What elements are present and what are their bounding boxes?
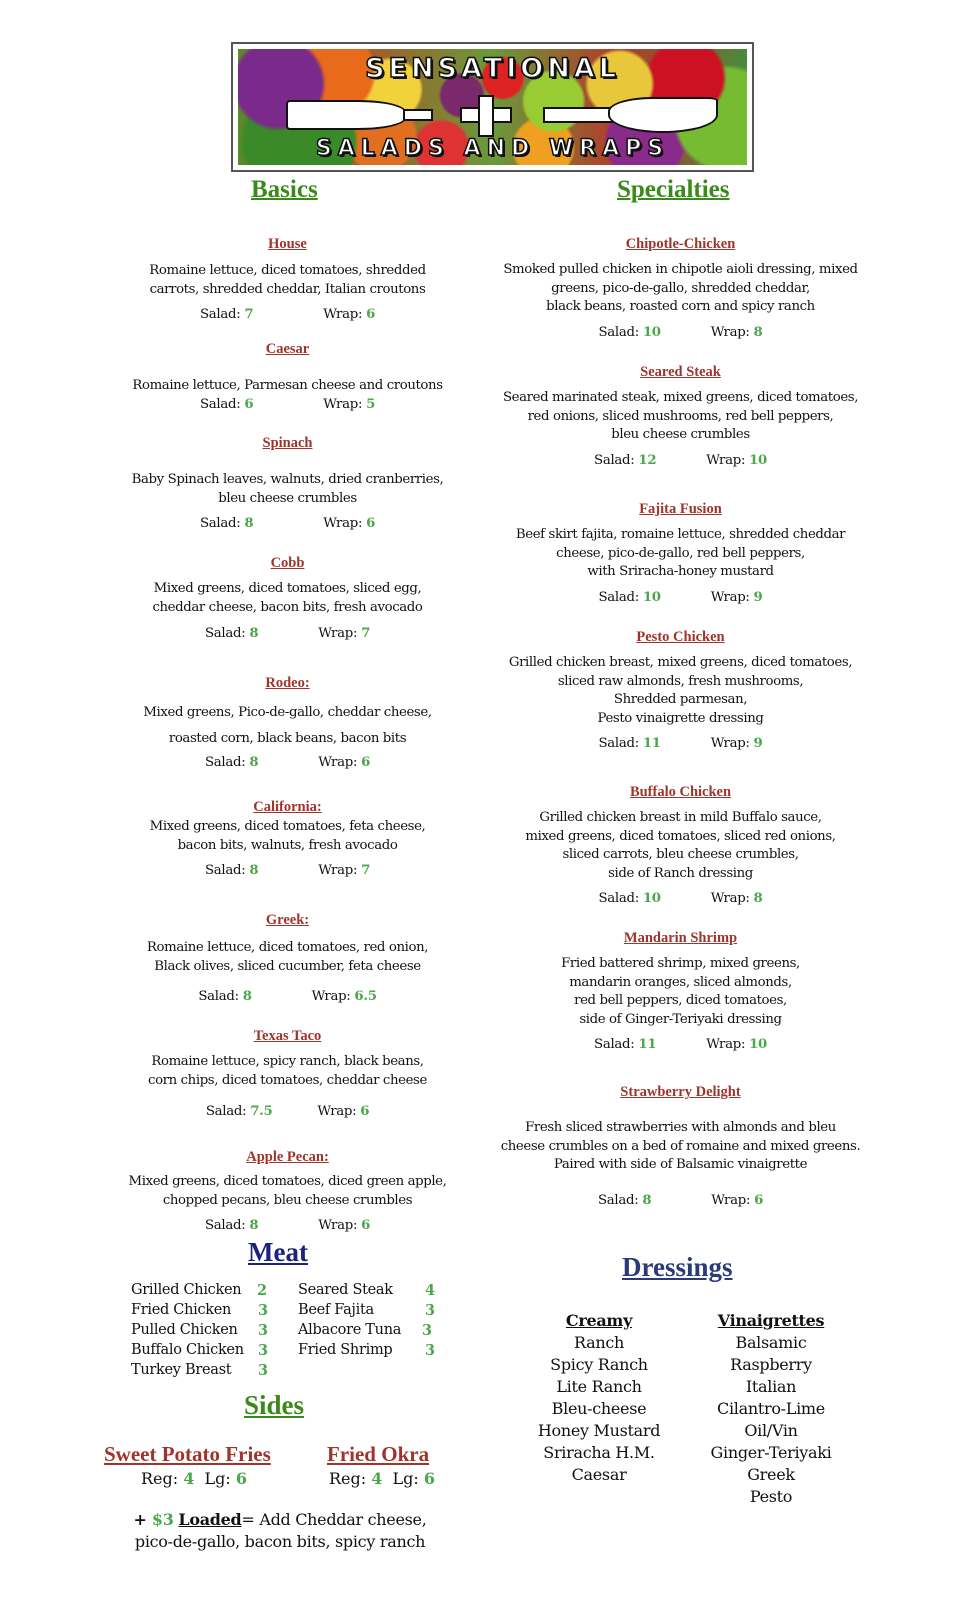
dressing-item: Ranch <box>573 1333 625 1352</box>
meat-item-price: 3 <box>258 1302 269 1319</box>
salad-price: 7 <box>244 307 254 322</box>
item-prices <box>100 755 475 770</box>
dressing-item: Honey Mustard <box>537 1421 661 1440</box>
wrap-price: 6 <box>366 516 376 531</box>
item-prices <box>488 891 873 906</box>
basics-item-greek <box>100 909 475 1004</box>
dressing-item: Raspberry <box>730 1355 812 1374</box>
wrap-price: 7 <box>361 863 371 878</box>
specialty-item-chipotle-chicken <box>488 233 873 340</box>
desc-line: Romaine lettuce, Parmesan cheese and croutons <box>132 378 443 393</box>
meat-item-price: 3 <box>422 1322 433 1339</box>
meat-item-price: 4 <box>425 1282 436 1299</box>
desc-line: Black olives, sliced cucumber, feta cheese <box>154 958 421 974</box>
sides-heading: Sides <box>244 1390 305 1420</box>
specialty-item-fajita-fusion <box>488 498 873 605</box>
item-prices <box>100 863 475 878</box>
item-prices <box>100 989 475 1004</box>
basics-item-caesar <box>100 338 475 412</box>
dressing-item: Oil/Vin <box>744 1421 798 1440</box>
lg-price: 6 <box>423 1469 436 1488</box>
lg-price: 6 <box>235 1469 248 1488</box>
meat-item-price: 3 <box>258 1362 269 1379</box>
lg-label: Lg: <box>204 1469 236 1488</box>
dressing-item: Caesar <box>571 1465 627 1484</box>
dressing-item: Cilantro-Lime <box>717 1399 825 1418</box>
salad-price: 12 <box>638 452 657 468</box>
side-item-name: Fried Okra <box>327 1442 430 1466</box>
salad-label: Salad: <box>204 626 250 641</box>
wrap-label: Wrap: <box>317 1104 361 1119</box>
salad-label: Salad: <box>204 863 250 878</box>
wrap-label: Wrap: <box>323 307 367 322</box>
side-item-name: Sweet Potato Fries <box>104 1442 271 1466</box>
desc-line: sliced raw almonds, fresh mushrooms, <box>557 673 804 689</box>
desc-line: Mixed greens, diced tomatoes, sliced egg, <box>153 581 422 596</box>
basics-column <box>100 0 475 1600</box>
wrap-price: 6 <box>361 755 371 770</box>
wrap-price: 8 <box>753 891 763 906</box>
vinaigrettes-heading: Vinaigrettes <box>717 1311 825 1330</box>
banner-subtitle: SALADS AND WRAPS <box>315 136 670 161</box>
desc-line: carrots, shredded cheddar, Italian croutons <box>149 281 426 297</box>
meat-item-price: 3 <box>425 1342 436 1359</box>
salad-label: Salad: <box>204 1218 250 1233</box>
creamy-heading: Creamy <box>565 1311 633 1330</box>
specialty-item-pesto-chicken <box>488 626 873 751</box>
item-description <box>100 580 475 617</box>
item-name: California: <box>253 799 322 815</box>
specialties-heading: Specialties <box>617 176 730 203</box>
desc-line: corn chips, diced tomatoes, cheddar cheese <box>148 1072 427 1088</box>
wrap-label: Wrap: <box>323 396 367 412</box>
desc-line: Mixed greens, diced tomatoes, feta cheese, <box>149 819 426 834</box>
wrap-price: 10 <box>749 1037 767 1052</box>
desc-line: with Sriracha-honey mustard <box>587 564 774 579</box>
specialty-item-buffalo-chicken <box>488 781 873 906</box>
salad-label: Salad: <box>598 891 643 906</box>
item-description <box>488 389 873 445</box>
item-name: House <box>268 236 307 252</box>
item-description <box>488 261 873 317</box>
plus-sign: + <box>133 1510 152 1529</box>
dressing-item: Balsamic <box>735 1333 807 1352</box>
desc-line: greens, pico-de-gallo, shredded cheddar, <box>551 280 810 296</box>
item-prices <box>488 453 873 468</box>
item-description <box>100 1053 475 1090</box>
wrap-price: 10 <box>749 452 767 468</box>
item-prices <box>488 590 873 605</box>
wrap-label: Wrap: <box>318 626 362 641</box>
item-prices <box>488 736 873 751</box>
wrap-label: Wrap: <box>710 324 754 340</box>
item-prices <box>100 307 475 322</box>
dressing-item: Italian <box>745 1377 797 1396</box>
reg-price: 4 <box>183 1469 195 1488</box>
item-name: Cobb <box>270 555 305 571</box>
salad-price: 10 <box>642 324 661 340</box>
item-name: Seared Steak <box>640 364 721 380</box>
item-prices <box>488 325 873 340</box>
dressing-item: Pesto <box>749 1487 793 1506</box>
basics-item-spinach <box>100 432 475 531</box>
basics-item-cobb <box>100 552 475 641</box>
wrap-price: 6 <box>360 1104 370 1119</box>
dressing-item: Lite Ranch <box>556 1377 642 1396</box>
wrap-label: Wrap: <box>710 891 754 906</box>
meat-item-name: Grilled Chicken <box>131 1282 242 1298</box>
meat-item-name: Seared Steak <box>298 1282 393 1298</box>
wrap-price: 6 <box>361 1218 371 1233</box>
item-name: Pesto Chicken <box>636 629 725 645</box>
salad-label: Salad: <box>205 1104 251 1119</box>
desc-line: Romaine lettuce, diced tomatoes, shredded <box>149 263 426 278</box>
reg-price: 4 <box>371 1469 383 1488</box>
salad-label: Salad: <box>597 1192 643 1208</box>
loaded-label: Loaded <box>178 1510 242 1529</box>
desc-line: Grilled chicken breast, mixed greens, diced tomatoes, <box>508 655 853 670</box>
item-name: Spinach <box>262 435 313 451</box>
item-description <box>100 262 475 299</box>
meat-item-price: 2 <box>257 1282 268 1299</box>
meat-item-name: Albacore Tuna <box>298 1322 402 1338</box>
item-description <box>488 654 873 728</box>
dressing-item: Ginger-Teriyaki <box>710 1443 832 1462</box>
loaded-line-1 <box>100 1509 460 1531</box>
lg-label: Lg: <box>392 1469 424 1488</box>
meat-item-name: Turkey Breast <box>131 1362 232 1378</box>
salad-label: Salad: <box>598 736 643 751</box>
side-item-prices <box>329 1469 435 1488</box>
salad-price: 7.5 <box>250 1104 273 1119</box>
salad-label: Salad: <box>198 989 243 1004</box>
desc-line: Mixed greens, Pico-de-gallo, cheddar cheese, <box>143 705 432 720</box>
wrap-price: 6 <box>754 1192 764 1208</box>
item-description <box>488 526 873 582</box>
basics-heading: Basics <box>251 176 318 203</box>
item-prices <box>100 397 475 412</box>
meat-item-name: Pulled Chicken <box>131 1322 238 1338</box>
item-name: Rodeo: <box>265 675 310 691</box>
item-prices <box>100 1104 475 1119</box>
salad-price: 8 <box>249 626 259 641</box>
desc-line: side of Ranch dressing <box>608 865 753 881</box>
desc-line: cheese crumbles on a bed of romaine and mixed greens. <box>500 1138 861 1154</box>
wrap-price: 6.5 <box>354 989 377 1004</box>
desc-line: red bell peppers, diced tomatoes, <box>574 993 787 1008</box>
meat-item-price: 3 <box>258 1342 269 1359</box>
item-prices <box>100 626 475 641</box>
meat-item-name: Fried Shrimp <box>298 1342 393 1358</box>
item-description <box>100 700 475 752</box>
salad-label: Salad: <box>204 755 250 770</box>
item-prices <box>488 1193 873 1208</box>
item-name: Apple Pecan: <box>246 1149 329 1165</box>
salad-label: Salad: <box>598 324 643 340</box>
item-description <box>100 939 475 976</box>
salad-price: 8 <box>244 516 254 531</box>
loaded-text: = Add Cheddar cheese, <box>241 1510 427 1529</box>
desc-line: Beef skirt fajita, romaine lettuce, shredded cheddar <box>515 527 846 542</box>
loaded-price: $3 <box>151 1510 174 1529</box>
salad-label: Salad: <box>598 589 643 605</box>
meat-item-name: Beef Fajita <box>298 1302 374 1318</box>
meat-item-name: Buffalo Chicken <box>131 1342 244 1358</box>
wrap-label: Wrap: <box>311 989 355 1004</box>
reg-label: Reg: <box>329 1469 372 1488</box>
meat-heading: Meat <box>248 1237 308 1267</box>
desc-line: bacon bits, walnuts, fresh avocado <box>177 837 398 853</box>
salad-price: 8 <box>242 989 252 1004</box>
wrap-label: Wrap: <box>706 1037 750 1052</box>
banner-title: SENSATIONAL <box>365 53 620 84</box>
desc-line: Shredded parmesan, <box>613 692 748 707</box>
desc-line: Baby Spinach leaves, walnuts, dried cranberries, <box>131 472 444 487</box>
reg-label: Reg: <box>141 1469 184 1488</box>
wrap-label: Wrap: <box>318 1218 362 1233</box>
desc-line: Paired with side of Balsamic vinaigrette <box>553 1157 808 1172</box>
side-item-prices <box>141 1469 247 1488</box>
item-prices <box>488 1037 873 1052</box>
salad-label: Salad: <box>199 307 245 322</box>
desc-line: side of Ginger-Teriyaki dressing <box>579 1011 782 1027</box>
salad-price: 8 <box>249 863 259 878</box>
desc-line: Grilled chicken breast in mild Buffalo sauce, <box>539 810 822 825</box>
item-name: Strawberry Delight <box>620 1084 741 1100</box>
specialty-item-mandarin-shrimp <box>488 927 873 1052</box>
dressings-creamy-column <box>536 1310 662 1486</box>
item-description <box>100 818 475 855</box>
salad-label: Salad: <box>594 452 639 468</box>
dressings-heading: Dressings <box>622 1252 733 1282</box>
salad-price: 6 <box>244 396 254 412</box>
salad-price: 10 <box>642 891 661 906</box>
desc-line: cheddar cheese, bacon bits, fresh avocado <box>152 599 423 615</box>
wrap-price: 5 <box>366 396 376 412</box>
wrap-label: Wrap: <box>710 736 754 751</box>
dressing-item: Spicy Ranch <box>550 1355 648 1374</box>
desc-line: Smoked pulled chicken in chipotle aioli dressing, mixed <box>503 262 858 277</box>
meat-item-price: 3 <box>258 1322 269 1339</box>
wrap-label: Wrap: <box>318 755 362 770</box>
basics-item-rodeo <box>100 672 475 770</box>
desc-line: Fried battered shrimp, mixed greens, <box>561 956 800 971</box>
item-prices <box>100 1218 475 1233</box>
item-description <box>100 1173 475 1210</box>
desc-line: red onions, sliced mushrooms, red bell peppers, <box>527 408 834 424</box>
desc-line: Romaine lettuce, spicy ranch, black beans, <box>151 1054 424 1069</box>
desc-line: cheese, pico-de-gallo, red bell peppers, <box>556 545 805 561</box>
wrap-price: 7 <box>361 626 371 641</box>
dressings-vinaigrettes-column <box>700 1310 842 1508</box>
item-name: Buffalo Chicken <box>629 784 732 800</box>
desc-line: bleu cheese crumbles <box>218 490 357 506</box>
wrap-price: 6 <box>366 307 376 322</box>
basics-item-house <box>100 233 475 322</box>
desc-line: mixed greens, diced tomatoes, sliced red onions, <box>525 828 836 844</box>
basics-item-california <box>100 796 475 878</box>
desc-line: roasted corn, black beans, bacon bits <box>168 731 407 746</box>
basics-item-apple-pecan <box>100 1146 475 1233</box>
wrap-label: Wrap: <box>318 863 362 878</box>
meat-item-price: 3 <box>425 1302 436 1319</box>
wrap-price: 8 <box>753 324 763 340</box>
dressing-item: Sriracha H.M. <box>543 1443 655 1462</box>
desc-line: black beans, roasted corn and spicy ranch <box>546 299 815 314</box>
desc-line: bleu cheese crumbles <box>611 427 750 442</box>
item-name: Caesar <box>265 341 310 357</box>
wrap-label: Wrap: <box>710 589 754 605</box>
item-name: Chipotle-Chicken <box>625 236 736 252</box>
salad-price: 10 <box>642 589 661 605</box>
wrap-price: 9 <box>753 736 763 751</box>
item-description <box>100 471 475 508</box>
desc-line: mandarin oranges, sliced almonds, <box>569 974 792 990</box>
item-description <box>488 809 873 883</box>
dressing-item: Greek <box>747 1465 795 1484</box>
specialty-item-strawberry-delight <box>488 1081 873 1208</box>
item-name: Texas Taco <box>253 1028 322 1044</box>
loaded-line-2: pico-de-gallo, bacon bits, spicy ranch <box>134 1532 426 1551</box>
item-description <box>488 955 873 1029</box>
salad-label: Salad: <box>199 516 245 531</box>
salad-label: Salad: <box>594 1037 639 1052</box>
item-description <box>488 1119 873 1175</box>
item-prices <box>100 516 475 531</box>
loaded-option <box>100 1509 460 1553</box>
desc-line: chopped pecans, bleu cheese crumbles <box>162 1192 413 1208</box>
dressing-item: Bleu-cheese <box>551 1399 647 1418</box>
wrap-price: 9 <box>753 589 763 605</box>
specialty-item-seared-steak <box>488 361 873 468</box>
wrap-label: Wrap: <box>711 1192 755 1208</box>
desc-line: Seared marinated steak, mixed greens, diced tomatoes, <box>502 390 859 405</box>
salad-price: 8 <box>642 1192 652 1208</box>
salad-price: 11 <box>642 736 661 751</box>
item-name: Greek: <box>265 912 310 928</box>
item-description <box>100 377 475 396</box>
salad-price: 8 <box>249 755 259 770</box>
desc-line: Pesto vinaigrette dressing <box>597 710 764 726</box>
wrap-label: Wrap: <box>706 452 750 468</box>
basics-item-texas-taco <box>100 1025 475 1119</box>
meat-item-name: Fried Chicken <box>131 1302 232 1318</box>
salad-price: 11 <box>638 1037 657 1052</box>
wrap-label: Wrap: <box>323 516 367 531</box>
item-name: Fajita Fusion <box>639 501 722 517</box>
desc-line: sliced carrots, bleu cheese crumbles, <box>562 847 799 862</box>
desc-line: Fresh sliced strawberries with almonds and bleu <box>525 1120 836 1135</box>
desc-line: Mixed greens, diced tomatoes, diced green apple, <box>128 1174 447 1189</box>
desc-line: Romaine lettuce, diced tomatoes, red onion, <box>146 940 429 955</box>
item-name: Mandarin Shrimp <box>623 930 738 946</box>
salad-price: 8 <box>249 1218 259 1233</box>
salad-label: Salad: <box>199 396 245 412</box>
